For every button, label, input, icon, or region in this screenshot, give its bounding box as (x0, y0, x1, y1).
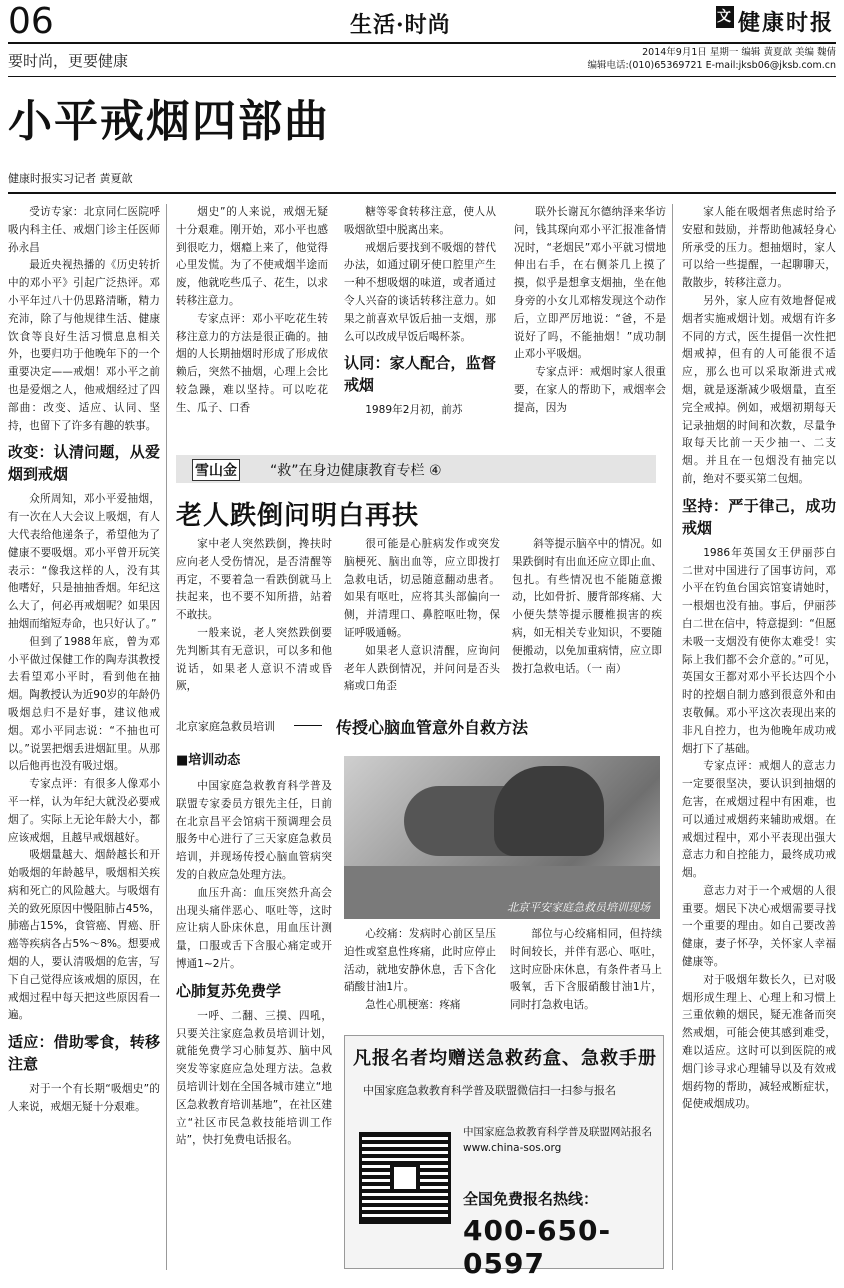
photo-figure-trainee (494, 766, 604, 856)
paragraph: 斜等提示脑卒中的情况。如果跌倒时有出血还应立即止血、包扎。有些情况也不能随意搬动，比如骨折、腰背部疼痛、大小便失禁等提示腰椎损害的疾病，如无相关专业知识，不要随便搬动，以免加重病情，应立即拨打急救电话。（一 南） (512, 538, 662, 675)
paragraph: 家中老人突然跌倒，搀扶时应向老人受伤情况，是否清醒等再定，不要着急一看跌倒就马上扶起来，也不要不知所措，站着不敢扶。 (176, 538, 332, 622)
info-line-contact: 编辑电话:(010)65369721 E-mail:jksb06@jksb.com.cn (587, 60, 836, 71)
edu-column-band (176, 455, 656, 483)
paragraph: 烟史”的人来说，戒烟无疑十分艰难。刚开始，邓小平也感到很吃力，烟瘾上来了，他觉得心里发慌。为了不使戒烟半途而废，他就吃些瓜子、花生，以求转移注意力。 (176, 206, 328, 307)
paragraph: 专家点评：戒烟人的意志力一定要很坚决，要认识到抽烟的危害，在戒烟过程中有困难，也可以通过戒烟药来辅助戒烟。在戒烟过程中，邓小平表现出强大意志力和自控能力，最终成功戒烟。 (682, 760, 836, 880)
logo-name: 健康时报 (738, 10, 835, 36)
editorial-info (568, 46, 836, 72)
edu-column-a (176, 536, 332, 708)
hotline-label: 全国免费报名热线： (463, 1190, 599, 1208)
paragraph: 1989年2月初，前苏 (365, 404, 463, 417)
subheading: 认同：家人配合，监督戒烟 (344, 354, 496, 395)
article-column-2 (176, 204, 328, 446)
sponsor-brand: 雪山金 (192, 459, 240, 481)
training-news-body (176, 778, 332, 1150)
training-column (176, 750, 332, 1270)
hotline-number: 400-650-0597 (463, 1214, 612, 1280)
edu-band-title: “救”在身边健康教育专栏 ④ (270, 463, 442, 479)
paragraph: 急性心肌梗塞：疼痛 (365, 999, 461, 1012)
qr-code-icon[interactable] (359, 1132, 451, 1224)
paragraph: 意志力对于一个戒烟的人很重要。烟民下决心戒烟需要寻找一个重要的理由。如自己要改善健康，妻子怀孕，关怀家人幸福健康等。 (682, 884, 836, 969)
news-label: ■培训动态 (176, 753, 241, 768)
edu-headline: 老人跌倒问明白再扶 (176, 501, 420, 531)
paragraph: 专家点评：戒烟时家人很重要，在家人的帮助下，戒烟率会提高，因为 (514, 366, 666, 414)
paragraph: 但到了1988年底，曾为邓小平做过保健工作的陶寿淇教授去看望邓小平时，看到他在抽烟。陶教授认为近90岁的年龄仍吸烟总归不是好事，建议他戒烟。邓小平同志说：“不抽也可以。”说罢把烟丢进烟缸里。从那以后他再也没有吸过烟。 (8, 635, 160, 773)
promo-website-line: 中国家庭急救教育科学普及联盟网站报名 www.china-sos.org (463, 1126, 652, 1154)
paragraph: 很可能是心脏病发作或突发脑梗死、脑出血等，应立即拨打急救电话，切忌随意翻动患者。如果有呕吐，应将其头部偏向一侧，并清理口、鼻腔呕吐物，保证呼吸通畅。 (344, 538, 500, 639)
paragraph: 如果老人意识清醒，应询问老年人跌倒情况，并问问是否头痛或口角歪 (344, 644, 500, 693)
headline-rule (8, 192, 836, 194)
paragraph: 专家点评：有很多人像邓小平一样，认为年纪大就没必要戒烟了。实际上无论年龄大小，都应该戒烟，且越早戒烟越好。 (8, 778, 160, 844)
promo-headline: 凡报名者均赠送急救药盒、急救手册 (353, 1048, 657, 1069)
article-headline: 小平戒烟四部曲 (8, 96, 330, 147)
paragraph: 对于一个有长期“吸烟史”的人来说，戒烟无疑十分艰难。 (8, 1083, 160, 1114)
paragraph: 家人能在吸烟者焦虑时给予安慰和鼓励，并帮助他减轻身心所承受的压力。想抽烟时，家人可以给一些提醒，一起聊聊天，散散步，转移注意力。 (682, 206, 836, 290)
promo-wechat-line: 中国家庭急救教育科学普及联盟微信扫一扫参与报名 (363, 1084, 616, 1097)
paragraph: 戒烟后要找到不吸烟的替代办法，如通过刷牙使口腔里产生一种不想吸烟的味道，或者通过令人兴奋的谈话转移注意力。如果之前喜欢早饭后抽一支烟，那么可以改成早饭后喝杯茶。 (344, 241, 496, 343)
edu-column-b (344, 536, 500, 708)
paragraph: 对于吸烟年数长久，已对吸烟形成生理上、心理上和习惯上三重依赖的烟民，疑无准备而突然戒烟，可能会使其感到难受，难以适应。这时可以到医院的戒烟门诊寻求心理辅导以及有效戒烟药物的帮助，减轻戒断症状，促使戒烟成功。 (682, 973, 836, 1111)
paragraph: 专家点评：邓小平吃花生转移注意力的方法是很正确的。抽烟的人长期抽烟时形成了形成依赖后，突然不抽烟，心理上会比较急躁，难以坚持。可以吃花生、瓜子、口香 (176, 312, 328, 414)
paragraph: 血压升高：血压突然升高会出现头痛伴恶心、呕吐等，这时应让病人卧床休息，用血压计测量，口服或舌下含服心痛定或开博通1~2片。 (176, 886, 332, 970)
paragraph: 1986年英国女王伊丽莎白二世对中国进行了国事访问，邓小平在钓鱼台国宾馆宴请她时，一根烟也没有抽。事后，伊丽莎白二世在信中，特意提到：“但愿未吸一支烟没有使你太难受！实际上我们都不会介意的。”可见，英国女王都对邓小平长达四个小时的控烟自制力感到很意外和由衷敬佩。邓小平这次表现出来的非凡自控力，也为他晚年成功戒烟打下了基础。 (682, 546, 836, 755)
section-slogan: 要时尚，更要健康 (8, 52, 129, 70)
subheading: 改变：认清问题，从爱烟到戒烟 (8, 443, 160, 484)
article-column-5 (682, 204, 836, 1270)
relief-column-a (344, 926, 496, 1030)
subheading: 心肺复苏免费学 (176, 981, 282, 1000)
article-byline: 健康时报实习记者 黄夏歆 (8, 172, 133, 185)
paragraph: 众所周知，邓小平爱抽烟，有一次在人大会议上吸烟，有人大代表给他递条子，希望他为了健康不要吸烟。邓小平曾开玩笑表示：“像我这样的人，没有其他嗜好，只是抽抽香烟。年纪这么大了，何必再戒烟呢？如果因抽烟而缩短寿命，也只好认了。” (8, 493, 160, 630)
newspaper-logo (716, 6, 834, 37)
header-rule (8, 42, 836, 44)
paragraph: 受访专家：北京同仁医院呼吸内科主任、戒烟门诊主任医师孙永昌 (8, 206, 160, 254)
paragraph: 一般来说，老人突然跌倒要先判断其有无意识，可以多和他说话，如果老人意识不清或昏厥， (176, 626, 332, 693)
photo-caption: 北京平安家庭急救员培训现场 (507, 901, 650, 914)
info-line-date: 2014年9月1日 星期一 编辑 黄夏歆 美编 魏倩 (642, 47, 836, 58)
logo-seal-icon: 文 (716, 6, 734, 28)
training-title: 传授心脑血管意外自救方法 (336, 718, 529, 737)
paragraph: 中国家庭急救教育科学普及联盟专家委员方银先主任，日前在北京昌平会馆病干预调理会员服务中心进行了三天家庭急救员培训，并现场传授心脑血管病突发的自救应急处理方法。 (176, 780, 332, 881)
edu-column-c (512, 536, 662, 708)
paragraph: 吸烟量越大、烟龄越长和开始吸烟的年龄越早，吸烟相关疾病和死亡的风险越大。与吸烟有关的致死原因中慢阻肺占45%，肺癌占15%，食管癌、胃癌、肝癌等疾病各占5%～8%。想要戒烟的人，要认清吸烟的危害，写下自己觉得应该戒烟的原因，在戒烟过程中每天把这些原因看一遍。 (8, 849, 160, 1022)
column-divider (672, 204, 673, 1270)
training-dash (294, 725, 322, 726)
page-number: 06 (8, 1, 54, 42)
paragraph: 联外长谢瓦尔德纳泽来华访问，钱其琛向邓小平汇报准备情况时，“老烟民”邓小平就习惯地伸出右手，在右侧茶几上摸了摸，似乎是想拿支烟抽，坐在他身旁的小女儿邓榕发现这个动作后，立即严厉地说：“爸，不是说好了吗，不能抽烟！”成功制止邓小平吸烟。 (514, 206, 666, 361)
section-title: 生活·时尚 (350, 12, 451, 38)
paragraph: 心绞痛：发病时心前区呈压迫性或窒息性疼痛，此时应停止活动，就地安静休息，舌下含化硝酸甘油1片。 (344, 928, 496, 994)
article-column-4 (514, 204, 666, 446)
signup-promo (344, 1035, 664, 1280)
paragraph: 部位与心绞痛相同，但持续时间较长，并伴有恶心、呕吐，这时应卧床休息，有条件者马上吸氧，舌下含服硝酸甘油1片，同时打急救电话。 (510, 928, 662, 1012)
paragraph: 最近央视热播的《历史转折中的邓小平》引起广泛热评。邓小平年过八十仍思路清晰，精力充沛，除了与他规律生活、健康饮食等良好生活习惯息息相关外，也要归功于他晚年下的一个重要决定——戒烟！邓小平之前也是爱烟之人，他戒烟经过了四部曲：改变、适应、认同、坚持，也留下了许多有趣的轶事。 (8, 259, 160, 432)
column-divider (166, 204, 167, 1270)
paragraph: 一呼、二翻、三摸、四吼，只要关注家庭急救员培训计划，就能免费学习心肺复苏、脑中风突发等家庭应急处理方法。急救员培训计划在全国各城市建立“地区急救教育培训基地”，在社区建立“社区市民急救技能培训工作站”，快打免费电话报名。 (176, 1009, 332, 1147)
article-column-1 (8, 204, 160, 1270)
subheading: 适应：借助零食，转移注意 (8, 1033, 160, 1074)
training-source: 北京家庭急救员培训 (176, 720, 275, 733)
article-column-3 (344, 204, 496, 446)
paragraph: 另外，家人应有效地督促戒烟者实施戒烟计划。戒烟有许多不同的方式，医生提倡一次性把烟戒掉，但有的人可能很不适应，那么也可以采取渐进式戒烟，就是逐渐减少吸烟量，直至完全戒掉。例如，戒烟初期每天记录抽烟的时间和次数，尽量争取每天比前一天少抽一、二支烟。并且在一包烟没有抽完以前，绝对不要买第二包烟。 (682, 294, 836, 485)
training-photo (344, 756, 660, 919)
relief-column-b (510, 926, 662, 1030)
subheading: 坚持：严于律己，成功戒烟 (682, 496, 836, 537)
paragraph: 糖等零食转移注意，使人从吸烟欲望中脱离出来。 (344, 206, 496, 236)
header-rule-2 (8, 76, 836, 77)
